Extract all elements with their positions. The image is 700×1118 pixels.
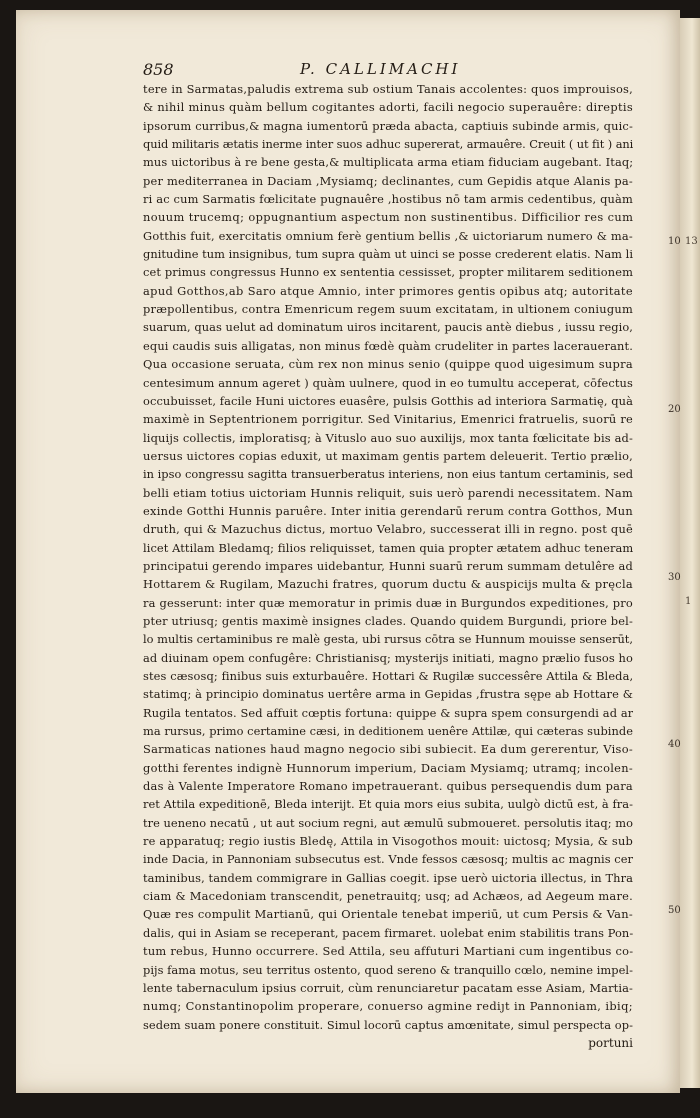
text-line: tere in Sarmatas,paludis extrema sub ostium Tanais accolentes: quos improuisos, bbox=[143, 82, 633, 96]
text-line: Quæ res compulit Martianū, qui Orientale tenebat imperiū, ut cum Persis & Van- bbox=[143, 907, 633, 922]
text-line: gotthi ferentes indignè Hunnorum imperium, Daciam Mysiamq; utramq; incolen- bbox=[143, 760, 633, 775]
page-header bbox=[143, 60, 623, 82]
text-line: ret Attila expeditionē, Bleda interijt. Et quia mors eius subita, uulgò dictū est, à fra- bbox=[143, 797, 633, 812]
text-line: ra gesserunt: inter quæ memoratur in primis duæ in Burgundos expeditiones, pro bbox=[143, 595, 633, 610]
text-line: Qua occasione seruata, cùm rex non minus senio (quippe quod uigesimum supra bbox=[143, 357, 633, 372]
text-line: centesimum annum ageret ) quàm uulnere, quod in eo tumultu acceperat, cōfectus bbox=[143, 375, 633, 390]
page-number: 858 bbox=[143, 60, 174, 79]
text-line: sedem suam ponere constituit. Simul locorū captus amœnitate, simul perspecta op- bbox=[143, 1017, 633, 1032]
text-line: apud Gotthos,ab Saro atque Amnio, inter primores gentis opibus atq; autoritate bbox=[143, 283, 633, 298]
text-line: liquijs collectis, imploratisq; à Vituslo auo suo auxilijs, mox tanta fœlicitate bis ad- bbox=[143, 430, 633, 445]
text-line: per mediterranea in Daciam ,Mysiamq; declinantes, cum Gepidis atque Alanis pa- bbox=[143, 173, 633, 188]
text-line: principatui gerendo impares uidebantur, Hunni suarū rerum summam detulêre ad bbox=[143, 558, 633, 573]
text-line: Sarmaticas nationes haud magno negocio sibi subiecit. Ea dum gererentur, Viso- bbox=[143, 742, 633, 757]
text-line: quid militaris ætatis inerme inter suos adhuc supererat, armauêre. Creuit ( ut fit ) ani bbox=[143, 137, 633, 152]
text-line: belli etiam totius uictoriam Hunnis reliquit, suis uerò parendi necessitatem. Nam bbox=[143, 485, 633, 500]
text-line: das à Valente Imperatore Romano impetrauerant. quibus persequendis dum para bbox=[143, 779, 633, 794]
text-line: dalis, qui in Asiam se receperant, pacem firmaret. uolebat enim stabilitis trans Pon- bbox=[143, 925, 633, 940]
text-line: tre ueneno necatū , ut aut socium regni, aut æmulū submoueret. persolutis itaq; mo bbox=[143, 815, 633, 830]
text-line: exinde Gotthi Hunnis paruêre. Inter initia gerendarū rerum contra Gotthos, Mun bbox=[143, 503, 633, 518]
text-line: pter utriusq; gentis maximè insignes clades. Quando quidem Burgundi, priore bel- bbox=[143, 613, 633, 628]
text-line: equi caudis suis alligatas, non minus fœdè quàm crudeliter in partes lacerauerant. bbox=[143, 338, 633, 353]
text-line: statimq; à principio dominatus uertêre arma in Gepidas ,frustra sępe ab Hottare & bbox=[143, 687, 633, 702]
text-line: Hottarem & Rugilam, Mazuchi fratres, quorum ductu & auspicijs multa & pręcla bbox=[143, 577, 633, 592]
scan-background bbox=[0, 1093, 700, 1118]
edge-mark: 1 bbox=[685, 596, 692, 607]
text-line: ciam & Macedoniam transcendit, penetrauitq; usq; ad Achæos, ad Aegeum mare. bbox=[143, 889, 633, 904]
line-number: 20 bbox=[668, 404, 681, 415]
text-line: lo multis certaminibus re malè gesta, ubi rursus cōtra se Hunnum mouisse senserūt, bbox=[143, 632, 633, 647]
text-line: Rugila tentatos. Sed affuit cœptis fortuna: quippe & supra spem consurgendi ad ar bbox=[143, 705, 633, 720]
body-text bbox=[143, 80, 633, 1052]
line-number: 10 bbox=[668, 236, 681, 247]
running-head: P. CALLIMACHI bbox=[300, 60, 461, 78]
text-line: maximè in Septentrionem porrigitur. Sed Vinitarius, Emenrici fratruelis, suorū re bbox=[143, 412, 633, 427]
text-line: taminibus, tandem commigrare in Gallias coegit. ipse uerò uictoria illectus, in Thra bbox=[143, 870, 633, 885]
line-number: 50 bbox=[668, 905, 681, 916]
text-line: ma rursus, primo certamine cæsi, in deditionem uenêre Attilæ, qui cæteras subinde bbox=[143, 724, 633, 739]
text-line: ri ac cum Sarmatis fœlicitate pugnauêre ,hostibus nō tam armis cedentibus, quàm bbox=[143, 192, 633, 207]
line-number: 30 bbox=[668, 572, 681, 583]
text-line: nouum trucemq; oppugnantium aspectum non sustinentibus. Difficilior res cum bbox=[143, 210, 633, 225]
text-line: occubuisset, facile Huni uictores euasêre, pulsis Gotthis ad interiora Sarmatię, quà bbox=[143, 393, 633, 408]
text-line: Gotthis fuit, exercitatis omnium ferè gentium bellis ,& uictoriarum numero & ma- bbox=[143, 228, 633, 243]
text-line: & nihil minus quàm bellum cogitantes adorti, facili negocio superauêre: direptis bbox=[143, 100, 633, 115]
text-line: ad diuinam opem confugêre: Christianisq; mysterijs initiati, magno prælio fusos ho bbox=[143, 650, 633, 665]
text-line: gnitudine tum insignibus, tum supra quàm ut uinci se posse crederent elatis. Nam li bbox=[143, 247, 633, 262]
edge-mark: 13 bbox=[685, 236, 698, 247]
text-line: mus uictoribus à re bene gesta,& multiplicata arma etiam fiduciam augebant. Itaq; bbox=[143, 155, 633, 170]
text-line: stes cæsosq; finibus suis exturbauêre. Hottari & Rugilæ successêre Attila & Bleda, bbox=[143, 669, 633, 683]
text-line: licet Attilam Bledamq; filios reliquisset, tamen quia propter ætatem adhuc teneram bbox=[143, 540, 633, 555]
adjacent-page-edge bbox=[680, 18, 700, 1088]
text-line: tum rebus, Hunno occurrere. Sed Attila, seu affuturi Martiani cum ingentibus co- bbox=[143, 944, 633, 959]
text-line: lente tabernaculum ipsius corruit, cùm renunciaretur pacatam esse Asiam, Martia- bbox=[143, 980, 633, 995]
text-line: re apparatuq; regio iustis Bledę, Attila in Visogothos mouit: uictosq; Mysia, & sub bbox=[143, 834, 633, 849]
text-line: inde Dacia, in Pannoniam subsecutus est. Vnde fessos cæsosq; multis ac magnis cer bbox=[143, 852, 633, 867]
text-line: cet primus congressus Hunno ex sententia cessisset, propter militarem seditionem bbox=[143, 265, 633, 280]
text-line: numq; Constantinopolim properare, conuerso agmine rediȷt in Pannoniam, ibiq; bbox=[143, 999, 633, 1014]
catchword: portuni bbox=[588, 1035, 633, 1050]
text-line: pijs fama motus, seu territus ostento, quod sereno & tranquillo cœlo, nemine impel- bbox=[143, 962, 633, 977]
text-line: suarum, quas uelut ad dominatum uiros incitarent, paucis antè diebus , iussu regio, bbox=[143, 320, 633, 335]
text-line: uersus uictores copias eduxit, ut maximam gentis partem deleuerit. Tertio prælio, bbox=[143, 448, 633, 463]
text-line: ipsorum curribus,& magna iumentorū præda abacta, captiuis subinde armis, quic- bbox=[143, 118, 633, 133]
text-line: præpollentibus, contra Emenricum regem suum excitatam, in ultionem coniugum bbox=[143, 302, 633, 317]
text-line: in ipso congressu sagitta transuerberatus interiens, non eius tantum certaminis, sed bbox=[143, 467, 633, 482]
text-line: druth, qui & Mazuchus dictus, mortuo Velabro, successerat illi in regno. post quē bbox=[143, 522, 633, 537]
line-number: 40 bbox=[668, 739, 681, 750]
